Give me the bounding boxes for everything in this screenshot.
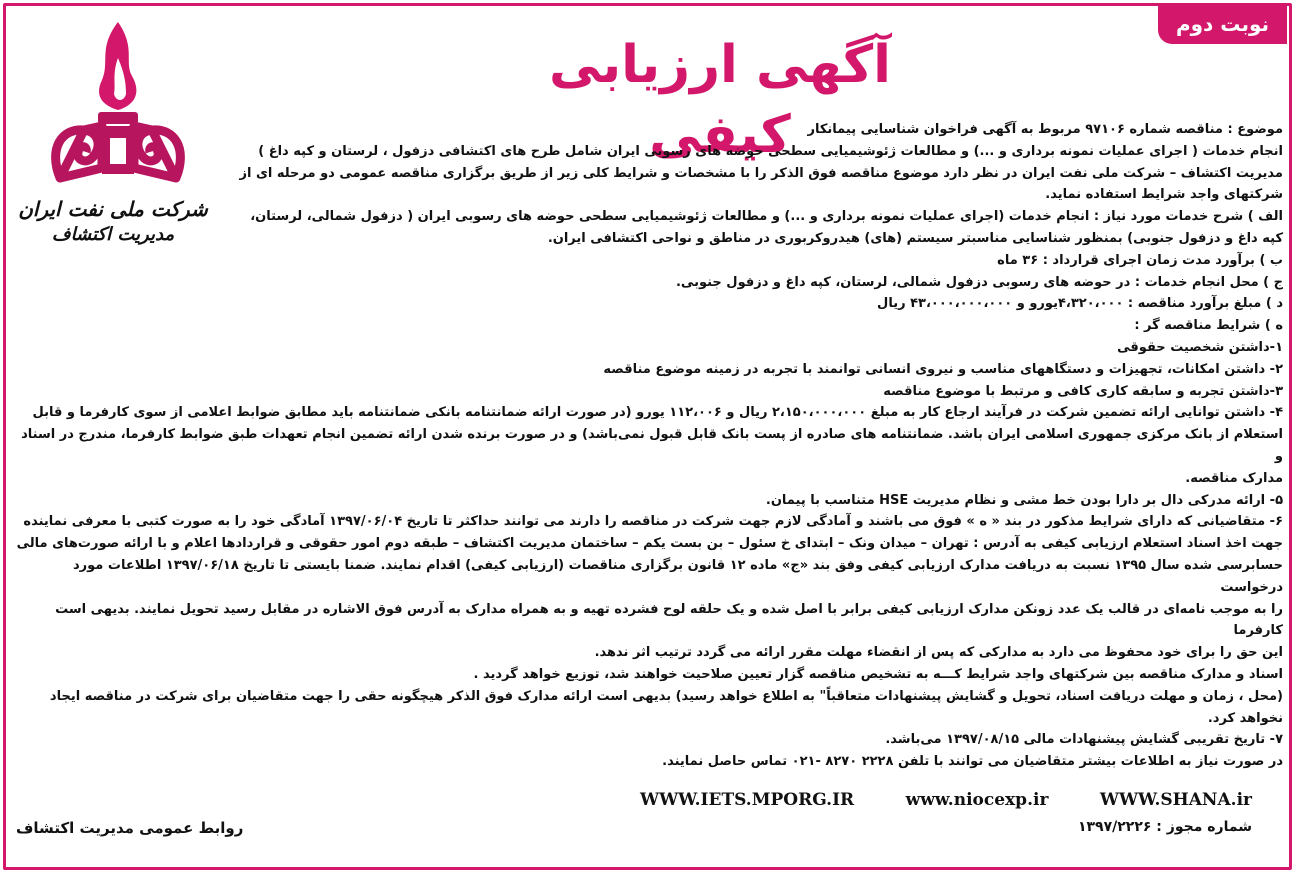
notice-line: [233, 141, 1283, 163]
clause-label: ب ) برآورد مدت زمان اجرای قرارداد :: [1038, 252, 1283, 268]
notice-line: [233, 228, 1283, 250]
notice-line: [16, 381, 1283, 403]
clause-text: مناقصه شماره ۹۷۱۰۶ مربوط به آگهی فراخوان شناسایی پیمانکار: [807, 122, 1223, 137]
clause-label: موضوع :: [1222, 122, 1283, 137]
notice-line: [233, 163, 1283, 185]
notice-line: [16, 729, 1283, 751]
round-badge: نوبت دوم: [1158, 6, 1287, 44]
clause-text: ۴- داشتن توانایی ارائه تضمین شرکت در فرآیند ارجاع کار به مبلغ ۲،۱۵۰،۰۰۰،۰۰۰ ریال و ۱۱۲،۰۰۶ یورو (در صورت ارائه ضمانتنامه بانکی ضمانتنامه باید مطابق ضوابط اعلامی از سوی کارفرما و قابل: [32, 405, 1283, 421]
clause-text: کپه داغ و دزفول جنوبی) بمنظور شناسایی مناسبتر سیستم (های) هیدروکربوری در مناطق و نواحی اکتشافی ایران.: [547, 230, 1283, 246]
notice-line: [16, 751, 1283, 773]
clause-text: ۱-داشتن شخصیت حقوقی: [1117, 339, 1283, 355]
clause-text: جهت اخذ اسناد استعلام ارزیابی کیفی به آدرس : تهران – میدان ونک – ابتدای خ سئول – بن بست یکم – ساختمان مدیریت اکتشاف – طبقه دوم امور حقوقی و قراردادها اعلام و با ارائه صورت‌های مالی: [16, 536, 1283, 552]
notice-line: [16, 402, 1283, 424]
clause-text: شرکتهای واجد شرایط استفاده نماید.: [1045, 187, 1283, 203]
clause-text: این حق را برای خود محفوظ می دارد به مدارکی که پس از انقضاء مهلت مقرر ارائه می گردد ترتیب اثر ندهد.: [594, 645, 1283, 661]
clause-text: (محل ، زمان و مهلت دریافت اسناد، تحویل و گشایش پیشنهادات متعاقباً" به اطلاع خواهد رسید) بدیهی است ارائه مدارک فوق الذکر هیچگونه حقی را جهت متقاضیان برای شرکت در مناقصه ایجاد نخواهد کرد.: [49, 688, 1283, 726]
clause-text: ۳-داشتن تجربه و سابقه کاری کافی و مرتبط با موضوع مناقصه: [883, 383, 1283, 399]
logo-org-department: مدیریت اکتشاف: [51, 224, 175, 245]
clause-label: ه ) شرایط مناقصه گر :: [1134, 318, 1283, 334]
notice-line: [233, 272, 1283, 294]
notice-line: [16, 642, 1283, 664]
clause-text: در صورت نیاز به اطلاعات بیشتر متقاضیان می توانند با تلفن ۲۲۲۸ ۸۲۷۰ -۰۲۱ تماس حاصل نمایند.: [662, 754, 1283, 770]
notice-body: [16, 119, 1283, 773]
notice-line: [233, 250, 1283, 272]
clause-label: د ) مبلغ برآورد مناقصه :: [1123, 296, 1283, 312]
notice-line: [233, 206, 1283, 228]
clause-text: ۵- ارائه مدرکی دال بر دارا بودن خط مشی و نظام مدیریت HSE متناسب با پیمان.: [765, 492, 1283, 508]
clause-text: ۲- داشتن امکانات، تجهیزات و دستگاههای مناسب و نیروی انسانی توانمند با تجربه در زمینه موضوع مناقصه: [603, 361, 1283, 377]
notice-line: [16, 424, 1283, 468]
notice-line: [233, 184, 1283, 206]
notice-line: [233, 293, 1283, 315]
notice-line: [16, 315, 1283, 337]
notice-line: [16, 468, 1283, 490]
clause-text: حسابرسی شده سال ۱۳۹۵ نسبت به دریافت مدارک ارزیابی کیفی وفق بند «ج» ماده ۱۲ قانون برگزاری مناقصات (ارزیابی کیفی) اقدام نمایند. ضمنا بایستی تا تاریخ ۱۳۹۷/۰۶/۱۸ اطلاعات مورد درخواست: [73, 557, 1283, 595]
clause-text: انجام خدمات ( اجرای عملیات نمونه برداری و ...) و مطالعات ژئوشیمیایی سطحی حوضه های رسوبی ایران شامل طرح های اکتشافی دزفول ، لرستان و کپه داغ ): [258, 143, 1283, 159]
permit-number: شماره مجوز : ۱۳۹۷/۲۲۲۶: [1077, 819, 1252, 835]
clause-text: ۶- متقاضیانی که دارای شرایط مذکور در بند « ه » فوق می باشند و آمادگی لازم جهت شرکت در مناقصه را دارند می توانند حداکثر تا تاریخ ۱۳۹۷/۰۶/۰۴ آمادگی خود را به صورت کتبی با معرفی نماینده: [23, 514, 1283, 530]
notice-line: [16, 664, 1283, 686]
notice-line: [16, 533, 1283, 555]
notice-line: [16, 686, 1283, 730]
logo-org-name: شرکت ملی نفت ایران: [18, 197, 208, 221]
clause-text: ۴،۳۲۰،۰۰۰یورو و ۴۳،۰۰۰،۰۰۰،۰۰۰ ریال: [877, 296, 1124, 312]
clause-text: ۷- تاریخ تقریبی گشایش پیشنهادات مالی ۱۳۹۷/۰۸/۱۵ می‌باشد.: [885, 732, 1283, 748]
clause-text: ۳۶ ماه: [997, 252, 1039, 268]
link-shana[interactable]: WWW.SHANA.ir: [1099, 790, 1252, 810]
link-niocexp[interactable]: www.niocexp.ir: [905, 790, 1049, 810]
clause-text: استعلام از بانک مرکزی جمهوری اسلامی ایران باشد. ضمانتنامه های صادره از پست بانک قابل قبول نمی‌باشد) و در صورت برنده شدن ارائه تضمین انجام تعهدات طبق ضوابط کارفرما، مندرج در اسناد و: [21, 427, 1283, 464]
link-iets[interactable]: WWW.IETS.MPORG.IR: [640, 790, 855, 810]
website-links: [640, 790, 1252, 812]
public-relations-signature: روابط عمومی مدیریت اکتشاف: [16, 819, 244, 837]
notice-headline: آگهی ارزیابی کیفی: [549, 35, 891, 165]
notice-line: [16, 555, 1283, 599]
notice-line: [16, 337, 1283, 359]
notice-line: [16, 359, 1283, 381]
clause-text: مدیریت اکتشاف – شرکت ملی نفت ایران در نظر دارد موضوع مناقصه فوق الذکر را با مشخصات و شرایط کلی زیر از طریق برگزاری مناقصه عمومی دو مرحله ای از: [239, 165, 1283, 181]
notice-line: [16, 490, 1283, 512]
clause-label: ج ) محل انجام خدمات :: [1130, 274, 1283, 290]
clause-text: مدارک مناقصه.: [1185, 470, 1283, 486]
clause-text: انجام خدمات (اجرای عملیات نمونه برداری و ...) و مطالعات ژئوشیمیایی سطحی حوضه های رسوبی ایران ( دزفول شمالی، لرستان،: [250, 209, 1090, 225]
clause-text: را به موجب نامه‌ای در قالب یک عدد زونکن مدارک ارزیابی کیفی برابر با اصل شده و یک حلقه لوح فشرده تهیه و به همراه مدارک به آدرس فوق الاشاره در مقابل رسید تحویل نمایند. بدیهی است کارفرما: [55, 601, 1283, 639]
clause-text: اسناد و مدارک مناقصه بین شرکتهای واجد شرایط کـــه به تشخیص مناقصه گزار تعیین صلاحیت خواهند شد، توزیع خواهد گردید .: [473, 666, 1283, 682]
notice-line: [233, 119, 1283, 141]
notice-line: [16, 511, 1283, 533]
notice-line: [16, 599, 1283, 643]
clause-text: در حوضه های رسوبی دزفول شمالی، لرستان، کپه داغ و دزفول جنوبی.: [675, 274, 1131, 290]
clause-label: الف ) شرح خدمات مورد نیاز :: [1089, 209, 1283, 225]
